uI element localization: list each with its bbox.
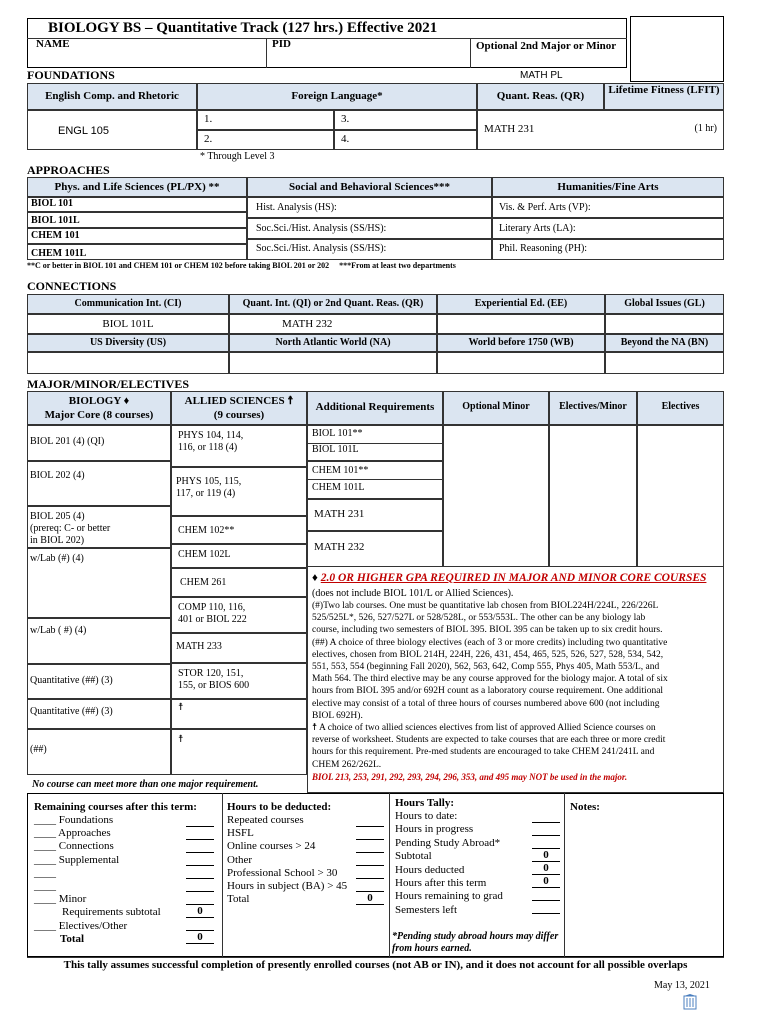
bn-header: Beyond the NA (BN) (605, 334, 724, 352)
na-value[interactable] (229, 352, 437, 374)
hum-item-2[interactable]: Literary Arts (LA): (492, 218, 724, 239)
qi-header: Quant. Int. (QI) or 2nd Quant. Reas. (QR) (229, 294, 437, 314)
pl-item-1: BIOL 101 (27, 197, 247, 212)
core-item-8: (##) (27, 729, 171, 775)
allied-item-6: COMP 110, 116, 401 or BIOL 222 (171, 597, 307, 633)
electives-header: Electives (637, 391, 724, 425)
core-item-6: Quantitative (##) (3) (27, 664, 171, 699)
us-header: US Diversity (US) (27, 334, 229, 352)
allied-header: ALLIED SCIENCES ☨ (9 courses) (171, 391, 307, 425)
pid-label: PID (272, 38, 291, 50)
core-item-5: w/Lab ( #) (4) (27, 618, 171, 664)
hum-item-3[interactable]: Phil. Reasoning (PH): (492, 239, 724, 260)
core-item-2: BIOL 202 (4) (27, 461, 171, 506)
hours-values[interactable]: 0 0 0 (532, 810, 560, 914)
electives-minor-column[interactable] (549, 425, 637, 567)
name-label: NAME (36, 38, 70, 50)
allied-item-9: ☨ (171, 699, 307, 729)
addl-item-4: CHEM 101L (307, 479, 443, 499)
allied-item-7: MATH 233 (171, 633, 307, 663)
social-item-2[interactable]: Soc.Sci./Hist. Analysis (SS/HS): (247, 218, 492, 239)
connections-heading: CONNECTIONS (27, 279, 117, 293)
notes-title: Notes: (570, 801, 600, 813)
ee-value[interactable] (437, 314, 605, 334)
deducted-list: Repeated courses HSFL Online courses > 24 Other Professional School > 30 Hours in subject (BA) > 45 Total (227, 814, 348, 906)
addl-item-2: BIOL 101L (307, 443, 443, 461)
gpa-requirement: ♦ 2.0 OR HIGHER GPA REQUIRED IN MAJOR AND MINOR CORE COURSES (does not include BIOL 101/L or Allied Sciences). (312, 572, 707, 599)
quant-reas-header: Quant. Reas. (QR) (477, 83, 604, 110)
optional-minor-header: Optional Minor (443, 391, 549, 425)
approaches-heading: APPROACHES (27, 163, 110, 177)
addl-item-6: MATH 232 (307, 531, 443, 567)
foundations-footnote: * Through Level 3 (200, 151, 275, 162)
fl-slot-1[interactable]: 1. (197, 110, 334, 130)
deducted-values[interactable]: 0 (356, 814, 384, 905)
wb-value[interactable] (437, 352, 605, 374)
not-used-note: BIOL 213, 253, 291, 292, 293, 294, 296, 353, and 495 may NOT be used in the major. (312, 771, 628, 782)
addl-req-header: Additional Requirements (307, 391, 443, 425)
us-value[interactable] (27, 352, 229, 374)
foundations-heading: FOUNDATIONS (27, 68, 115, 82)
fl-slot-2[interactable]: 2. (197, 130, 334, 150)
quant-value: MATH 231 (484, 123, 535, 135)
hum-item-1[interactable]: Vis. & Perf. Arts (VP): (492, 197, 724, 218)
qi-value: MATH 232 (229, 314, 437, 334)
remaining-list: ____ Foundations ____ Approaches ____ Connections ____ Supplemental ____ ____ ____ Minor Requirements subtotal ____ Electives/Other Total (34, 814, 161, 945)
english-cell: ENGL 105 (27, 110, 197, 150)
photo-box (630, 16, 724, 82)
core-item-7: Quantitative (##) (3) (27, 699, 171, 729)
allied-item-10: ☨ (171, 729, 307, 775)
allied-item-4: CHEM 102L (171, 544, 307, 568)
pl-item-4: CHEM 101L (27, 244, 247, 260)
fl-slot-4[interactable]: 4. (334, 130, 477, 150)
allied-item-3: CHEM 102** (171, 516, 307, 544)
requirement-notes: (#)Two lab courses. One must be quantitative lab chosen from BIOL224H/224L, 226/226L 525/525L*, 526, 527/527L or 528/528L, or 553/553L. The other can be any biology lab course, including two semesters of BIOL 395. BIOL 395 can be taken up to six credit hours. (##) A choice of three biology electives (each of 3 or more credits) including two quantitative electives, chosen from BIOL 214H, 224H, 226, 431, 454, 465, 525, 526, 527, 528, 534, 542, 551, 553, 554 (beginning Fall 2020), 562, 563, 642, Comp 555, Phys 405, Math 553/L, and Math 564. The third elective may be any course approved for the biology major. A total of six hours from BIOL 395 and/or 692H count as a laboratory course requirement. One additional elective may consist of a total of three hours of courses numbered above 600 (not including BIOL 692H). ☨ A choice of two allied sciences electives from list of approved Allied Science courses on reverse of worksheet. Students are expected to take courses that are each three or more credit hours for this requirement. Pre-med students are encouraged to take CHEM 241/241L and CHEM 262/262L. BIOL 213, 253, 291, 292, 293, 294, 296, 353, and 495 may NOT be used in the major. (312, 600, 722, 783)
addl-item-3: CHEM 101** (307, 461, 443, 479)
core-item-1: BIOL 201 (4) (QI) (27, 425, 171, 461)
core-item-3: BIOL 205 (4) (prereq: C- or better in BIOL 202) (27, 506, 171, 548)
bn-value[interactable] (605, 352, 724, 374)
allied-item-2: PHYS 105, 115, 117, or 119 (4) (171, 467, 307, 516)
remaining-title: Remaining courses after this term: (34, 801, 197, 813)
core-header: BIOLOGY ♦ Major Core (8 courses) (27, 391, 171, 425)
electives-minor-header: Electives/Minor (549, 391, 637, 425)
pl-item-3: CHEM 101 (27, 228, 247, 244)
pending-note: *Pending study abroad hours may differ from hours earned. (392, 931, 559, 954)
gl-value[interactable] (605, 314, 724, 334)
addl-item-5: MATH 231 (307, 499, 443, 531)
page-title: BIOLOGY BS – Quantitative Track (127 hrs.) Effective 2021 (48, 20, 438, 36)
english-header: English Comp. and Rhetoric (27, 83, 197, 110)
foreign-language-header: Foreign Language* (197, 83, 477, 110)
hours-title: Hours Tally: (395, 797, 454, 809)
social-item-1[interactable]: Hist. Analysis (HS): (247, 197, 492, 218)
diamond-icon: ♦ (312, 572, 321, 584)
electives-column[interactable] (637, 425, 724, 567)
ci-value: BIOL 101L (27, 314, 229, 334)
remaining-values[interactable]: 0 0 (186, 814, 214, 944)
approaches-footnote: **C or better in BIOL 101 and CHEM 101 or CHEM 102 before taking BIOL 201 or 202 ***From at least two departments (27, 261, 456, 270)
ci-header: Communication Int. (CI) (27, 294, 229, 314)
social-header: Social and Behavioral Sciences*** (247, 177, 492, 197)
deducted-title: Hours to be deducted: (227, 801, 332, 813)
optional-major-label: Optional 2nd Major or Minor (476, 40, 617, 52)
na-header: North Atlantic World (NA) (229, 334, 437, 352)
gpa-sub: (does not include BIOL 101/L or Allied Sciences). (312, 588, 514, 599)
quant-cell (477, 110, 724, 150)
hours-list: Hours to date: Hours in progress Pending Study Abroad* Subtotal Hours deducted Hours after this term Hours remaining to grad Semesters left (395, 810, 503, 916)
math-pl-label: MATH PL (520, 70, 563, 81)
social-item-3[interactable]: Soc.Sci./Hist. Analysis (SS/HS): (247, 239, 492, 260)
addl-item-1: BIOL 101** (307, 425, 443, 443)
gl-header: Global Issues (GL) (605, 294, 724, 314)
pl-header: Phys. and Life Sciences (PL/PX) ** (27, 177, 247, 197)
allied-item-8: STOR 120, 151, 155, or BIOS 600 (171, 663, 307, 699)
lfit-hours: (1 hr) (694, 123, 717, 134)
ee-header: Experiential Ed. (EE) (437, 294, 605, 314)
optional-minor-column[interactable] (443, 425, 549, 567)
university-logo-icon (683, 994, 697, 1010)
pl-item-2: BIOL 101L (27, 212, 247, 228)
date-label: May 13, 2021 (654, 980, 710, 991)
core-item-4: w/Lab (#) (4) (27, 548, 171, 618)
wb-header: World before 1750 (WB) (437, 334, 605, 352)
fl-slot-3[interactable]: 3. (334, 110, 477, 130)
major-heading: MAJOR/MINOR/ELECTIVES (27, 377, 190, 391)
no-course-note: No course can meet more than one major requirement. (32, 779, 259, 790)
allied-item-1: PHYS 104, 114, 116, or 118 (4) (171, 425, 307, 467)
lfit-header: Lifetime Fitness (LFIT) (604, 83, 724, 110)
humanities-header: Humanities/Fine Arts (492, 177, 724, 197)
footer-disclaimer: This tally assumes successful completion of presently enrolled courses (not AB or IN), and it does not account for all possible overlaps (63, 959, 688, 971)
allied-item-5: CHEM 261 (171, 568, 307, 597)
